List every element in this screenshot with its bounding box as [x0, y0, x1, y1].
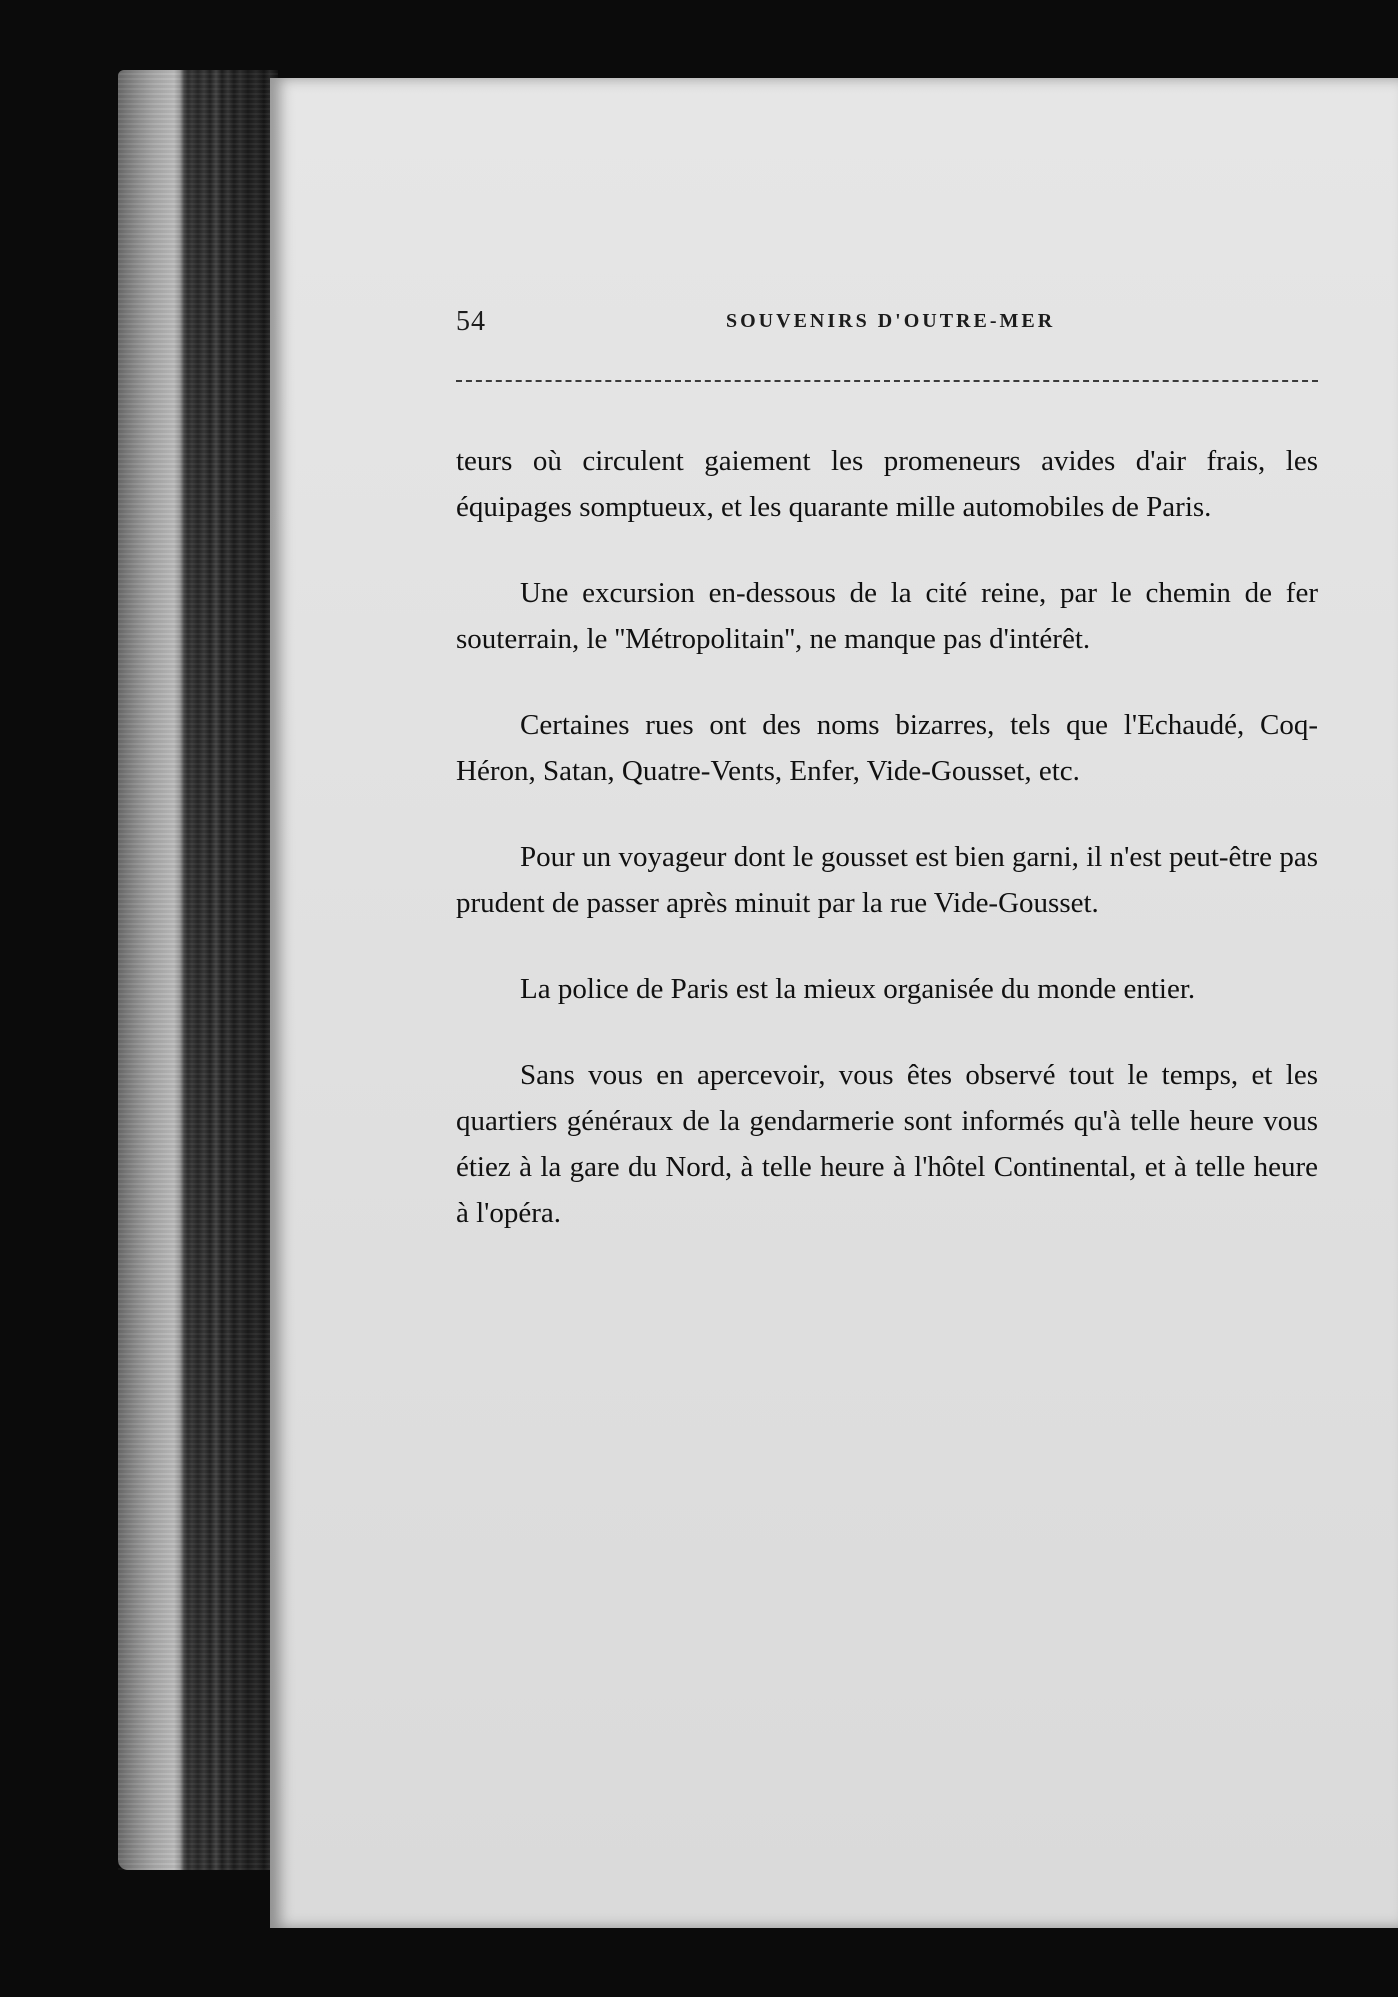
page-body [456, 438, 1318, 1276]
book-page-edges [118, 70, 278, 1870]
header-rule [456, 380, 1318, 382]
page-number: 54 [456, 306, 486, 337]
paragraph: teurs où circulent gaiement les promeneurs avides d'air frais, les équipages somptueux, et les quarante mille automobiles de Paris. [456, 445, 1318, 523]
paragraph: La police de Paris est la mieux organisée du monde entier. [520, 973, 1196, 1005]
book-page [270, 78, 1398, 1928]
paragraph: Pour un voyageur dont le gousset est bien garni, il n'est peut-être pas prudent de passer après minuit par la rue Vide-Gousset. [456, 841, 1318, 919]
page-header [456, 306, 1318, 346]
running-title: SOUVENIRS D'OUTRE-MER [726, 310, 1056, 332]
paragraph: Sans vous en apercevoir, vous êtes observé tout le temps, et les quartiers généraux de la gendarmerie sont informés qu'à telle heure vous étiez à la gare du Nord, à telle heure à l'hôtel Continental, et à telle heure à l'opéra. [456, 1059, 1318, 1229]
paragraph: Une excursion en-dessous de la cité reine, par le chemin de fer souterrain, le ''Métropolitain'', ne manque pas d'intérêt. [456, 577, 1318, 655]
paragraph: Certaines rues ont des noms bizarres, tels que l'Echaudé, Coq-Héron, Satan, Quatre-Vents, Enfer, Vide-Gousset, etc. [456, 709, 1318, 787]
